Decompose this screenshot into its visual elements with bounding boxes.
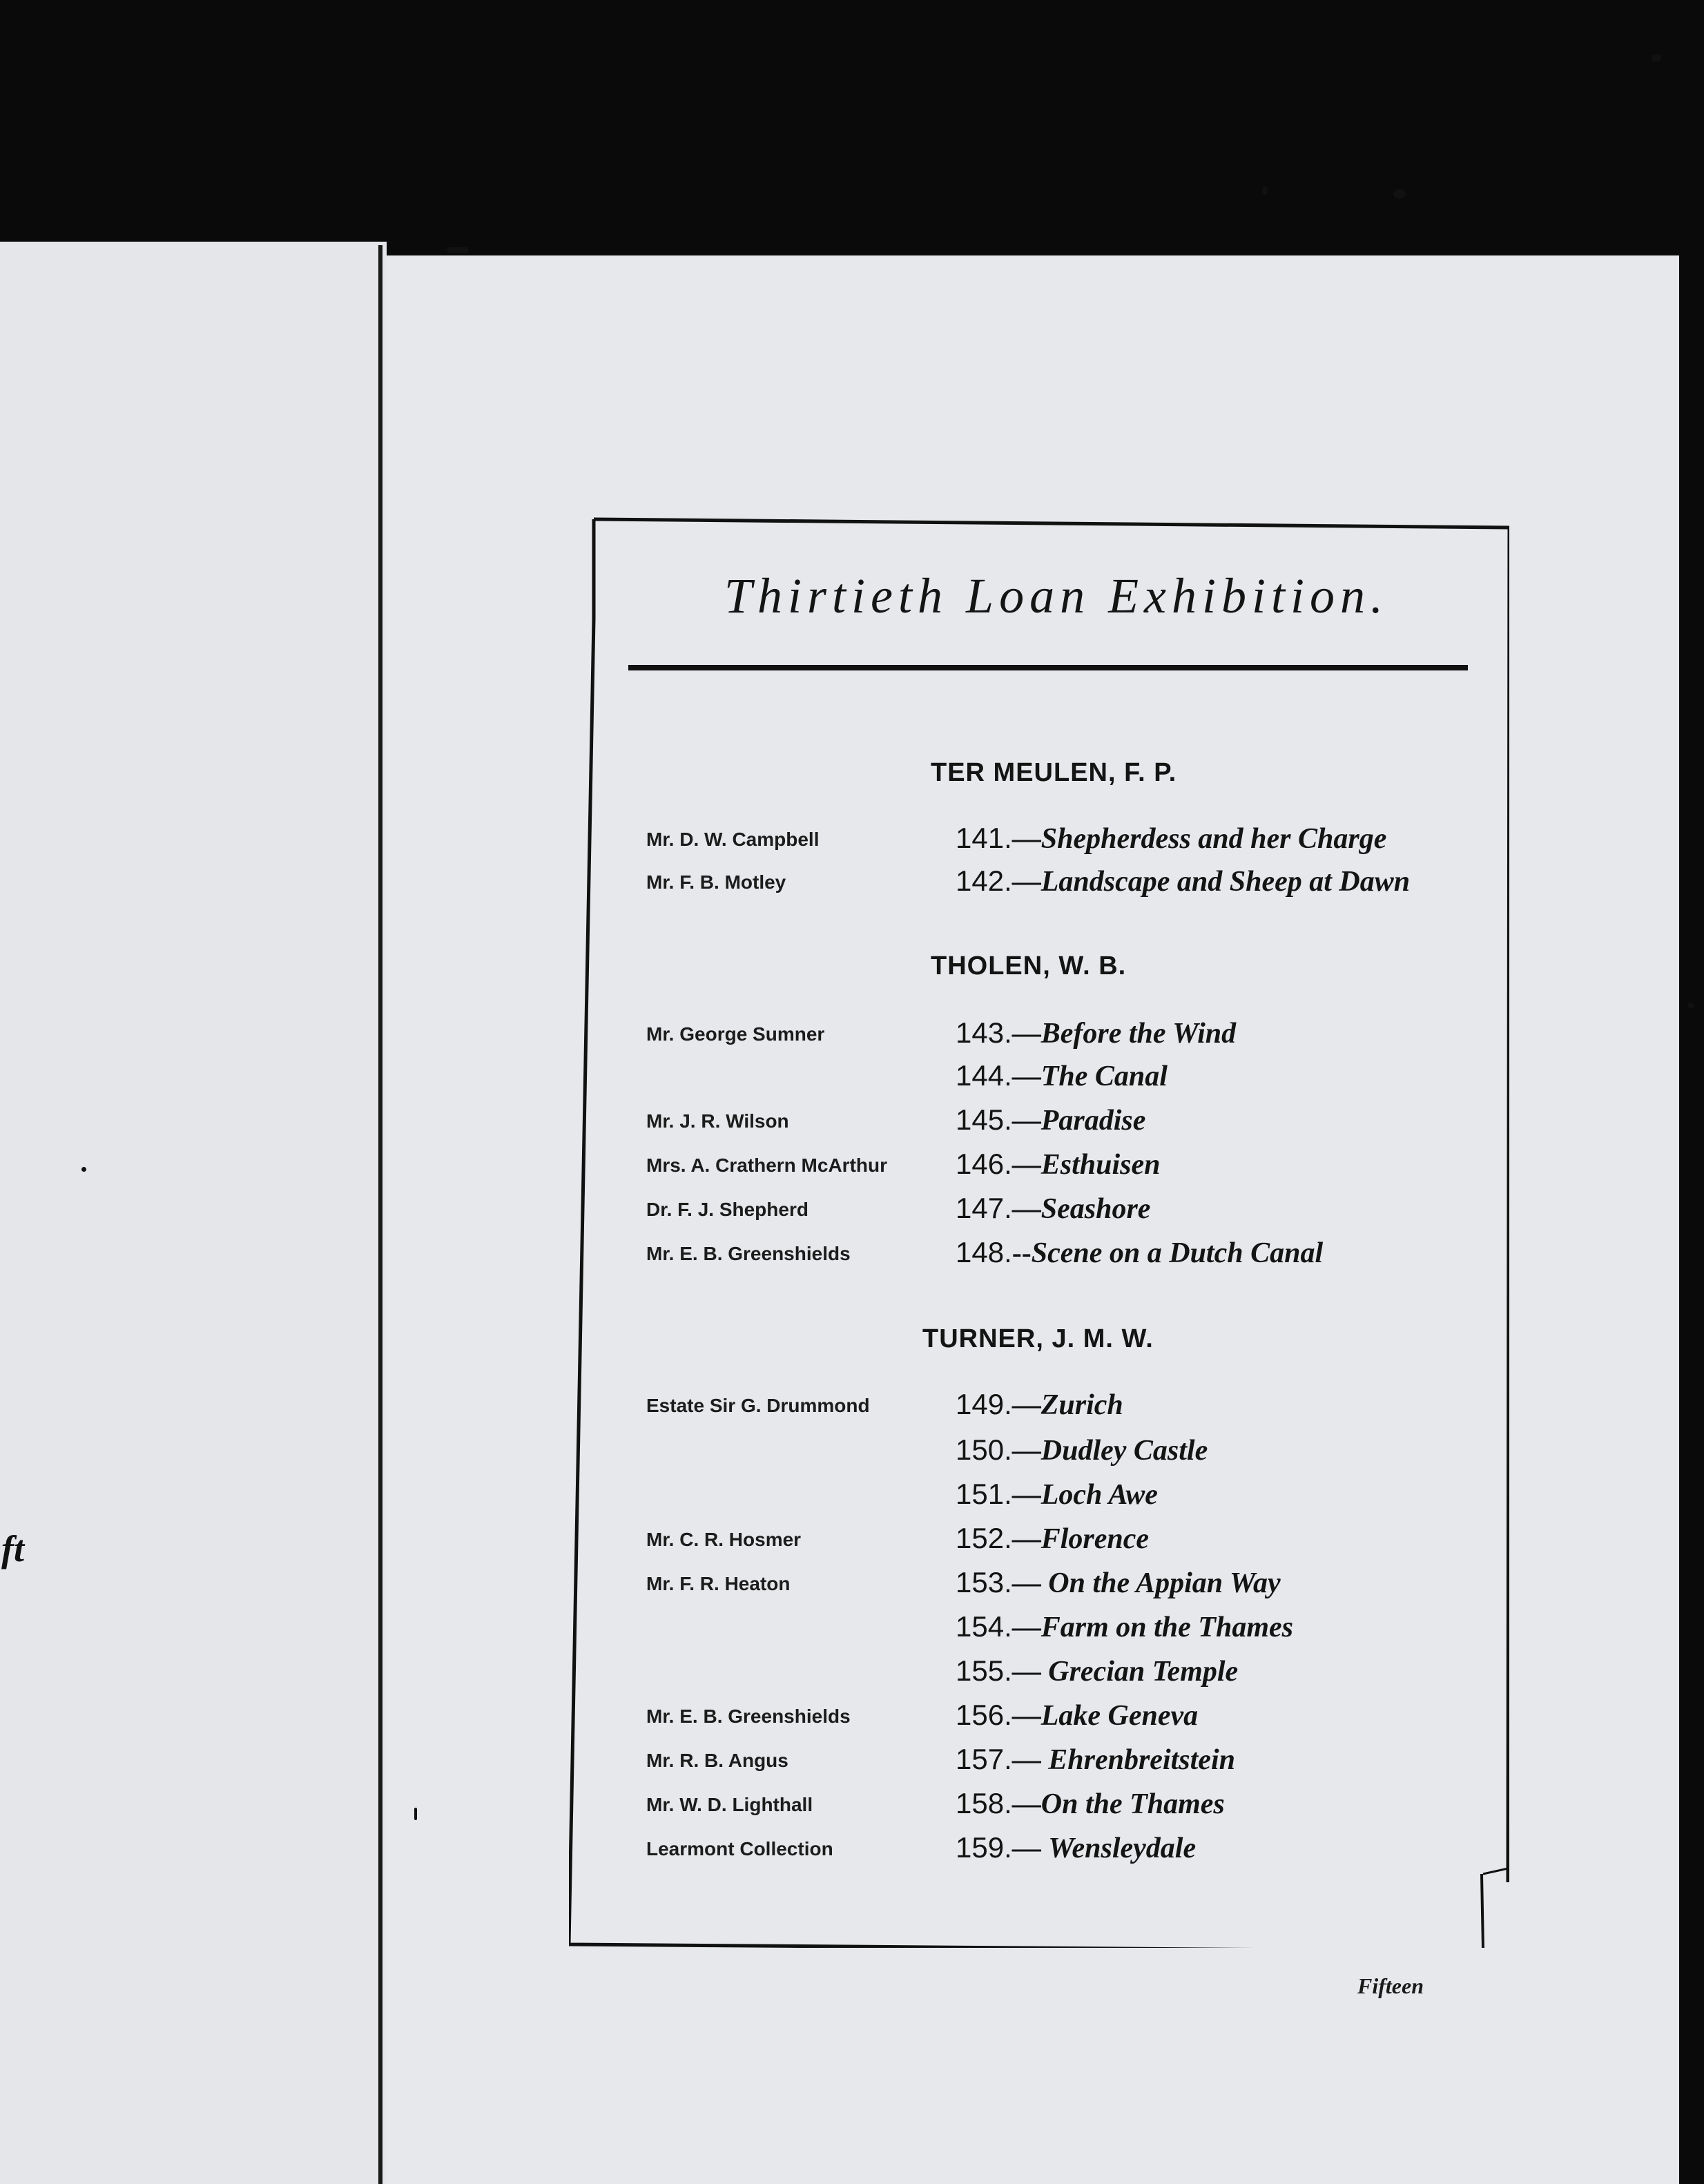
artwork-entry [956,1433,1208,1467]
catalogue-entry [0,1433,1704,1475]
catalogue-number: 155. [956,1654,1012,1687]
entry-dash: -- [1011,1237,1032,1269]
entry-dash: — [1011,1435,1041,1467]
lender-name: Mr. George Sumner [646,1023,825,1045]
catalogue-entry [0,1699,1704,1740]
artwork-title: Ehrenbreitstein [1048,1744,1235,1776]
page-number: Fifteen [1357,1973,1424,1998]
artwork-entry [956,1016,1236,1050]
lender-name: Mr. F. R. Heaton [646,1573,791,1594]
artwork-title: Florence [1040,1523,1150,1555]
artwork-title: Scene on a Dutch Canal [1031,1237,1324,1269]
artwork-title: Before the Wind [1040,1018,1237,1050]
artwork-entry [956,1236,1323,1270]
entry-dash: — [1011,1788,1041,1820]
artwork-title: Lake Geneva [1040,1700,1199,1732]
lender-name: Estate Sir G. Drummond [646,1395,870,1416]
entry-dash: — [1011,1018,1041,1050]
catalogue-number: 157. [956,1743,1012,1775]
entry-dash: — [1011,823,1041,855]
artwork-entry [956,1103,1145,1137]
entry-dash: — [1011,1567,1049,1599]
artwork-entry [956,1148,1161,1181]
artist-heading: TURNER, J. M. W. [922,1324,1154,1353]
artwork-title: On the Thames [1040,1788,1225,1820]
artwork-title: Grecian Temple [1048,1656,1239,1688]
lender-name: Dr. F. J. Shepherd [646,1199,809,1220]
artwork-entry [956,1059,1168,1093]
margin-mark: ft [1,1528,24,1569]
lender-name: Mr. R. B. Angus [646,1750,788,1771]
artwork-title: Loch Awe [1040,1479,1158,1511]
entry-dash: — [1011,866,1041,898]
catalogue-entry [0,1743,1704,1784]
artwork-title: Seashore [1040,1193,1151,1225]
artwork-entry [956,1743,1235,1777]
catalogue-entry [0,1522,1704,1563]
catalogue-number: 142. [956,864,1012,897]
catalogue-entry [0,1610,1704,1652]
catalogue-number: 150. [956,1433,1012,1466]
catalogue-number: 143. [956,1016,1012,1049]
lender-name: Mr. W. D. Lighthall [646,1794,813,1815]
catalogue-entry [0,1148,1704,1189]
entry-dash: — [1011,1149,1041,1181]
entry-dash: — [1011,1479,1041,1511]
artist-heading: TER MEULEN, F. P. [931,758,1177,787]
artwork-entry [956,1654,1238,1688]
catalogue-entry [0,1566,1704,1607]
artwork-entry [956,1787,1225,1821]
lender-name: Mr. E. B. Greenshields [646,1243,851,1264]
entry-dash: — [1011,1105,1041,1137]
artwork-entry [956,1192,1150,1226]
artwork-title: Landscape and Sheep at Dawn [1040,866,1411,898]
catalogue-number: 144. [956,1059,1012,1092]
entry-dash: — [1011,1744,1049,1776]
artwork-title: Zurich [1040,1389,1123,1421]
artwork-entry [956,1478,1158,1511]
lender-name: Learmont Collection [646,1838,833,1859]
catalogue-entry [0,1192,1704,1233]
artwork-entry [956,1610,1293,1644]
catalogue-number: 151. [956,1478,1012,1510]
artwork-title: Esthuisen [1040,1149,1161,1181]
lender-name: Mr. J. R. Wilson [646,1110,789,1132]
catalogue-entry [0,822,1704,863]
speck [1262,186,1268,195]
catalogue-entry [0,1831,1704,1873]
catalogue-number: 152. [956,1522,1012,1554]
artwork-entry [956,1388,1123,1422]
catalogue-entry [0,1388,1704,1429]
artwork-title: Dudley Castle [1040,1435,1208,1467]
entry-dash: — [1011,1193,1041,1225]
artwork-entry [956,864,1410,898]
artwork-title: Paradise [1040,1105,1146,1137]
catalogue-entry [0,864,1704,906]
artwork-title: Farm on the Thames [1040,1612,1293,1643]
page-title: Thirtieth Loan Exhibition. [724,568,1389,624]
lender-name: Mr. E. B. Greenshields [646,1705,851,1727]
artist-heading: THOLEN, W. B. [931,951,1127,980]
catalogue-entry [0,1059,1704,1101]
catalogue-entry [0,1016,1704,1058]
speck [447,247,468,253]
artwork-entry [956,1699,1198,1732]
artwork-entry [956,1566,1281,1600]
speck [1652,54,1661,62]
catalogue-number: 145. [956,1103,1012,1136]
artwork-title: Shepherdess and her Charge [1040,823,1387,855]
catalogue-number: 153. [956,1566,1012,1598]
entry-dash: — [1011,1700,1041,1732]
artwork-entry [956,822,1386,856]
artwork-title: The Canal [1040,1061,1168,1092]
lender-name: Mr. D. W. Campbell [646,829,820,850]
catalogue-number: 141. [956,822,1012,854]
entry-dash: — [1011,1389,1041,1421]
entry-dash: — [1011,1061,1041,1092]
title-rule [628,665,1468,670]
catalogue-number: 147. [956,1192,1012,1224]
catalogue-number: 149. [956,1388,1012,1420]
catalogue-entry [0,1478,1704,1519]
lender-name: Mr. F. B. Motley [646,871,786,893]
catalogue-number: 148. [956,1236,1012,1268]
catalogue-number: 146. [956,1148,1012,1180]
catalogue-number: 159. [956,1831,1012,1864]
lender-name: Mr. C. R. Hosmer [646,1529,802,1550]
entry-dash: — [1011,1612,1041,1643]
catalogue-entry [0,1787,1704,1828]
speck [1393,189,1406,199]
entry-dash: — [1011,1523,1041,1555]
catalogue-number: 158. [956,1787,1012,1819]
artwork-entry [956,1831,1196,1865]
catalogue-entry [0,1654,1704,1696]
speck [1687,1003,1694,1008]
artwork-entry [956,1522,1149,1556]
entry-dash: — [1011,1656,1049,1688]
catalogue-number: 154. [956,1610,1012,1643]
lender-name: Mrs. A. Crathern McArthur [646,1154,888,1176]
catalogue-entry [0,1236,1704,1277]
entry-dash: — [1011,1833,1049,1864]
catalogue-number: 156. [956,1699,1012,1731]
catalogue-entry [0,1103,1704,1145]
artwork-title: On the Appian Way [1048,1567,1281,1599]
artwork-title: Wensleydale [1048,1833,1197,1864]
